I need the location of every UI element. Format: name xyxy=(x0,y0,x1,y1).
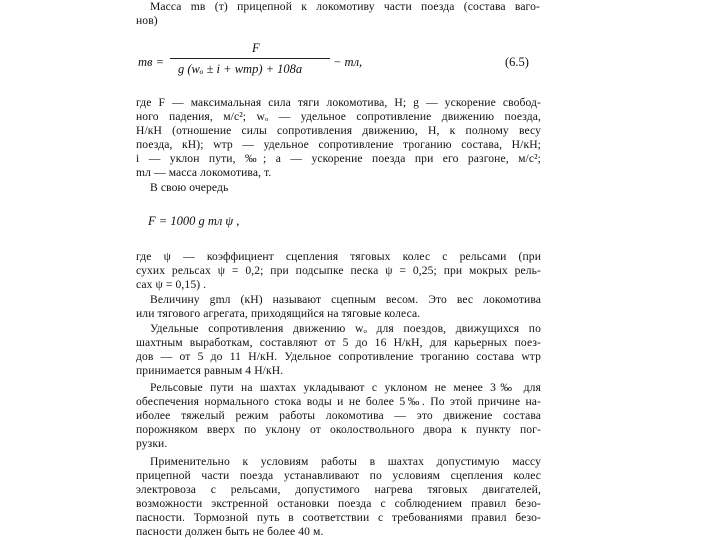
paragraph-4-line-5: пасности. Тормозной путь в соответствии с требованиями правил безо- xyxy=(136,511,541,524)
formula-numerator: F xyxy=(252,41,260,55)
definition-line-4: поезда, кН); wтр — удельное сопротивление троганию состава, Н/кН; xyxy=(136,138,541,151)
paragraph-4-line-1: Применительно к условиям работы в шахтах допустимую массу xyxy=(150,455,541,468)
definition-line-2: ного падения, м/с²; wₒ — удельное сопротивление движению поезда, xyxy=(136,110,541,123)
equation-number: (6.5) xyxy=(505,55,529,69)
definition-line-1: где F — максимальная сила тяги локомотива, Н; g — ускорение свобод- xyxy=(136,96,541,109)
paragraph-1-line-1: Величину gmл (кН) называют сцепным весом. Это вес локомотива xyxy=(150,293,541,306)
definition-line-3: Н/кН (отношение силы сопротивления движению, Н, к полному весу xyxy=(136,124,541,137)
paragraph-4-line-6: пасности должен быть не более 40 м. xyxy=(136,525,324,538)
definition-line-6: mл — масса локомотива, т. xyxy=(136,166,272,179)
intro-line-2: нов) xyxy=(136,14,158,27)
formula-2: F = 1000 g mл ψ , xyxy=(148,214,240,228)
paragraph-4-line-4: возможности экстренной остановки поезда с соблюдением правил безо- xyxy=(136,497,541,510)
psi-line-3: сах ψ = 0,15) . xyxy=(136,278,207,291)
paragraph-4-line-2: прицепной части поезда устанавливают по условиям сцепления колес xyxy=(136,469,541,482)
paragraph-1-line-2: или тягового агрегата, приходящийся на тяговые колеса. xyxy=(136,307,421,320)
psi-line-2: сухих рельсах ψ = 0,2; при подсыпке песка ψ = 0,25; при мокрых рель- xyxy=(136,264,541,277)
paragraph-3-line-2: обеспечения нормального стока воды и не более 5‰. По этой причине на- xyxy=(136,395,541,408)
psi-line-1: где ψ — коэффициент сцепления тяговых колес с рельсами (при xyxy=(136,250,541,263)
paragraph-4-line-3: электровоза с рельсами, допустимого нагрева тяговых двигателей, xyxy=(136,483,541,496)
paragraph-3-line-4: порожняком вверх по уклону от околоствольного двора к пункту пог- xyxy=(136,423,541,436)
paragraph-3-line-3: иболее тяжелый режим работы локомотива — это движение состава xyxy=(136,409,541,422)
paragraph-3-line-5: рузки. xyxy=(136,437,168,450)
paragraph-2-line-3: дов — от 5 до 11 Н/кН. Удельное сопротивление троганию состава wтр xyxy=(136,350,541,363)
definition-line-5: i — уклон пути, ‰; a — ускорение поезда при его разгоне, м/с²; xyxy=(136,152,541,165)
formula-denominator: g (wₒ ± i + wтр) + 108a xyxy=(178,62,303,76)
paragraph-2-line-1: Удельные сопротивления движению wₒ для поездов, движущихся по xyxy=(150,322,541,335)
paragraph-2-line-2: шахтным выработкам, составляют от 5 до 16 Н/кН, для карьерных поез- xyxy=(136,336,541,349)
paragraph-2-line-4: принимается равным 4 Н/кН. xyxy=(136,364,284,377)
in-turn-text: В свою очередь xyxy=(150,181,229,194)
intro-line-1: Масса mв (т) прицепной к локомотиву части поезда (состава ваго- xyxy=(150,0,540,13)
fraction-bar xyxy=(170,58,330,59)
formula-tail: − mл, xyxy=(333,55,363,69)
formula-lhs: mв = xyxy=(138,55,165,69)
paragraph-3-line-1: Рельсовые пути на шахтах укладывают с уклоном не менее 3‰ для xyxy=(150,381,541,394)
